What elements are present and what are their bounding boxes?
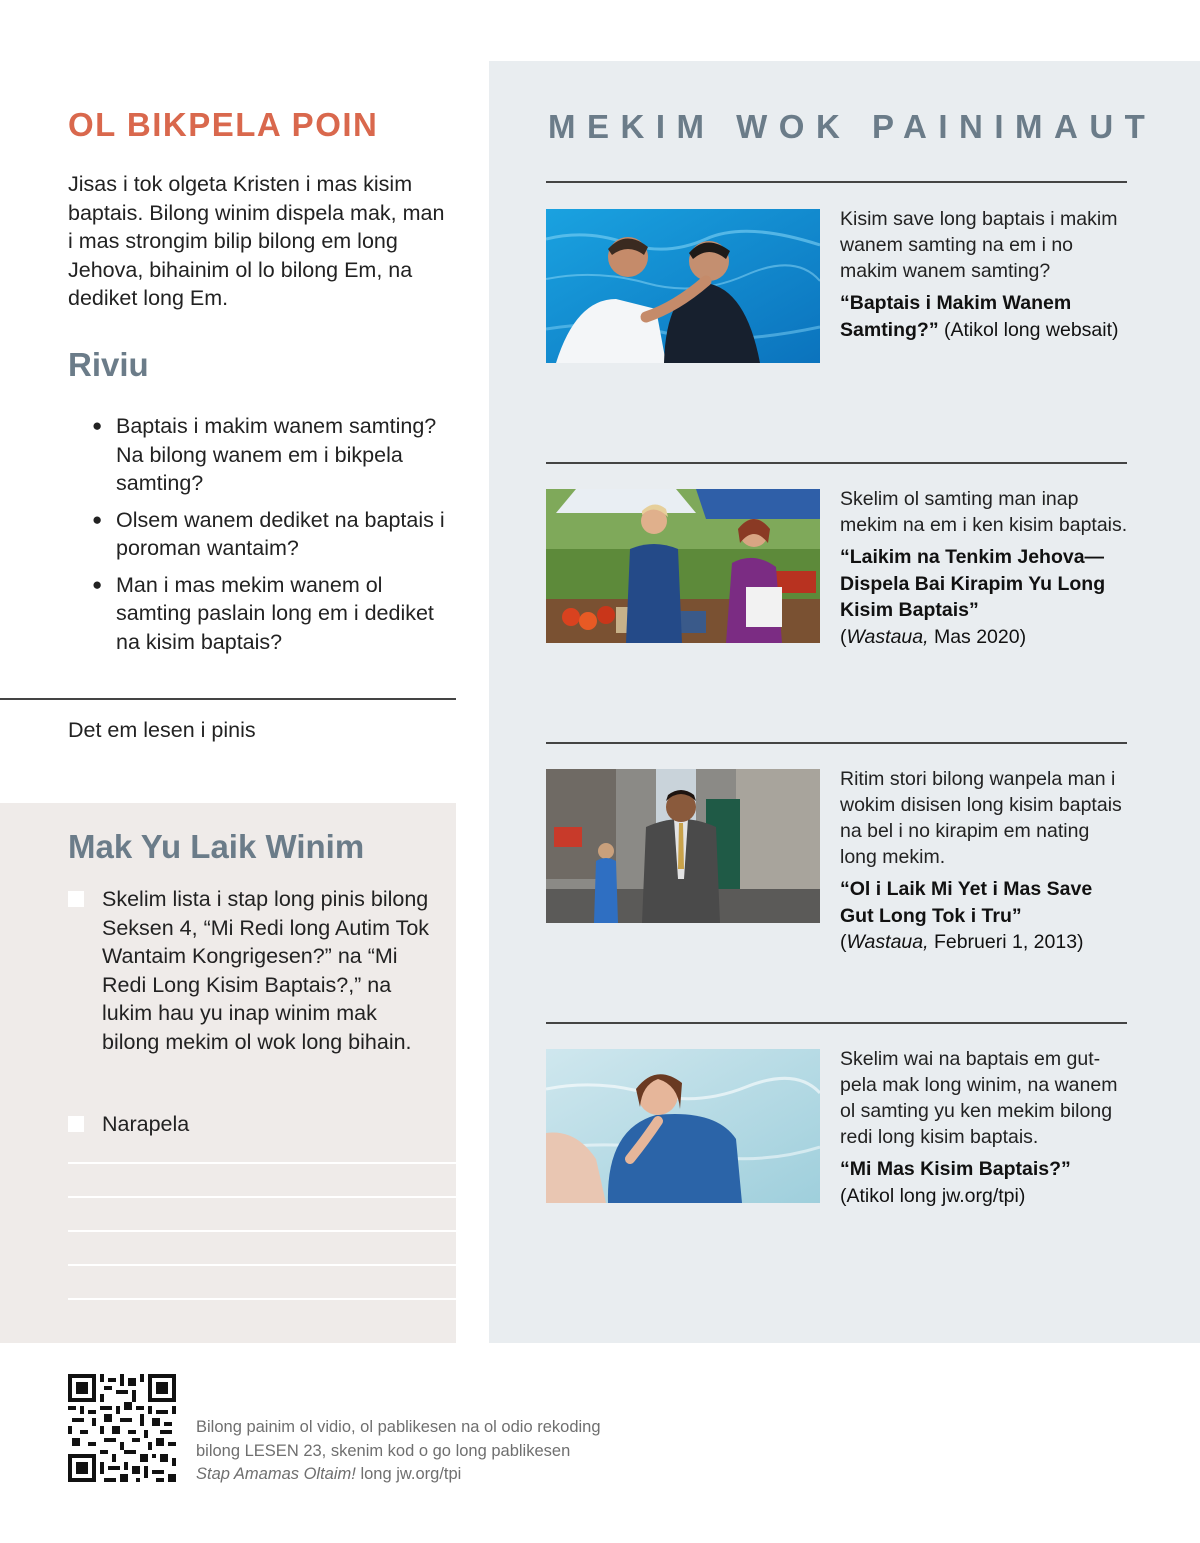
review-item	[92, 506, 456, 563]
bullet-icon: ●	[92, 416, 103, 435]
research-item-ref-source: (Atikol long jw.org/tpi)	[840, 1184, 1026, 1207]
footer-note	[196, 1416, 716, 1487]
goal-checkbox[interactable]	[68, 1116, 84, 1132]
research-item	[840, 766, 1130, 956]
research-item-desc: Ritim stori bilong wanpela man i wokim disisen long kisim baptais na bel i no kirapim em nating long mekim.	[840, 768, 1122, 868]
research-item-ref-source-open: (	[840, 931, 847, 953]
girl-after-baptism-image	[546, 1049, 820, 1203]
research-item-ref-source-date: Mas 2020)	[928, 625, 1027, 648]
goal-checkbox[interactable]	[68, 891, 84, 907]
review-title: Riviu	[68, 346, 149, 383]
research-item-ref-title[interactable]: “Mi Mas Kisim Baptais?”	[840, 1158, 1071, 1180]
divider	[546, 181, 1127, 183]
footer-line-1: Bilong painim ol vidio, ol pablikesen na ol odio rekoding	[196, 1418, 601, 1436]
research-item-ref-source-open: (	[840, 625, 847, 648]
review-item-text: Baptais i makim wanem samting? Na bilong wanem em i bikpela samting?	[116, 414, 437, 495]
research-item-ref-title[interactable]: “Baptais i Makim Wanem Samting?”	[840, 292, 1072, 341]
goal-item-text: Skelim lista i stap long pinis bilong Seksen 4, “Mi Redi long Autim Tok Wantaim Kongrigesen?” na “Mi Redi Long Kisim Baptais?,” na lukim hau yu inap winim mak bilong mekim ol wok long bihain.	[102, 887, 430, 1054]
research-item-ref-source-date: Februeri 1, 2013)	[928, 931, 1084, 953]
research-item-desc: Skelim ol samting man inap mekim na em i ken kisim baptais.	[840, 488, 1128, 536]
divider	[0, 698, 456, 700]
research-item-ref-title[interactable]: “Ol i Laik Mi Yet i Mas Save Gut Long Tok i Tru”	[840, 878, 1093, 927]
divider	[546, 462, 1127, 464]
research-item-ref[interactable]	[840, 1156, 1130, 1209]
research-title: MEKIM WOK PAINIMAUT	[548, 108, 1157, 145]
research-item-ref[interactable]	[840, 876, 1130, 956]
goal-item	[68, 1110, 438, 1139]
key-points-text: Jisas i tok olgeta Kristen i mas kisim baptais. Bilong winim dispela mak, man i mas strongim bilip bilong em long Jehova, bihainim ol lo bilong Em, na dediket long Em.	[68, 172, 445, 310]
goal-title: Mak Yu Laik Winim	[68, 828, 365, 865]
research-item	[840, 1046, 1130, 1209]
footer-line-3	[196, 1463, 716, 1487]
research-item-ref-source: (Atikol long websait)	[944, 318, 1119, 341]
write-in-line[interactable]	[68, 1230, 456, 1232]
man-in-city-street-image	[546, 769, 820, 923]
bullet-icon: ●	[92, 509, 103, 529]
goal-panel	[0, 803, 456, 1343]
write-in-line[interactable]	[68, 1264, 456, 1266]
footer-line-2: bilong LESEN 23, skenim kod o go long pablikesen	[196, 1441, 571, 1460]
write-in-line[interactable]	[68, 1196, 456, 1198]
footer-publication[interactable]: Stap Amamas Oltaim!	[196, 1465, 356, 1483]
footer-site[interactable]: long jw.org/tpi	[355, 1465, 462, 1483]
review-item	[92, 412, 456, 498]
research-item-desc: Kisim save long baptais i makim wanem samting na em i no makim wanem samting?	[840, 208, 1118, 282]
research-item-ref[interactable]	[840, 290, 1130, 343]
research-item	[840, 486, 1130, 650]
review-item	[92, 571, 456, 657]
goal-item	[68, 885, 438, 1056]
goal-item-text: Narapela	[102, 1112, 190, 1136]
key-points-title: OL BIKPELA POIN	[68, 106, 379, 143]
research-item-desc: Skelim wai na baptais em gutpela mak long winim, na wanem ol samting yu ken mekim bilong redi long kisim baptais.	[840, 1048, 1118, 1148]
research-item-ref-title[interactable]: “Laikim na Tenkim Jehova—Dispela Bai Kirapim Yu Long Kisim Baptais”	[840, 546, 1106, 621]
research-item-ref-source-publication: Wastaua,	[846, 931, 929, 953]
research-item-ref[interactable]	[840, 544, 1130, 650]
qr-code-icon[interactable]	[68, 1374, 176, 1482]
research-item	[840, 206, 1130, 343]
write-in-line[interactable]	[68, 1162, 456, 1164]
bullet-icon: ●	[92, 574, 103, 594]
divider	[546, 1022, 1127, 1024]
baptism-in-pool-image	[546, 209, 820, 363]
research-item-ref-source-publication: Wastaua,	[846, 625, 929, 648]
market-stall-conversation-image	[546, 489, 820, 643]
write-in-line[interactable]	[68, 1298, 456, 1300]
divider	[546, 742, 1127, 744]
lesson-done-label: Det em lesen i pinis	[68, 718, 256, 742]
review-list	[92, 412, 456, 664]
review-item-text: Man i mas mekim wanem ol samting paslain long em i dediket na kisim baptais?	[116, 572, 434, 654]
review-item-text: Olsem wanem dediket na baptais i poroman wantaim?	[116, 507, 445, 560]
